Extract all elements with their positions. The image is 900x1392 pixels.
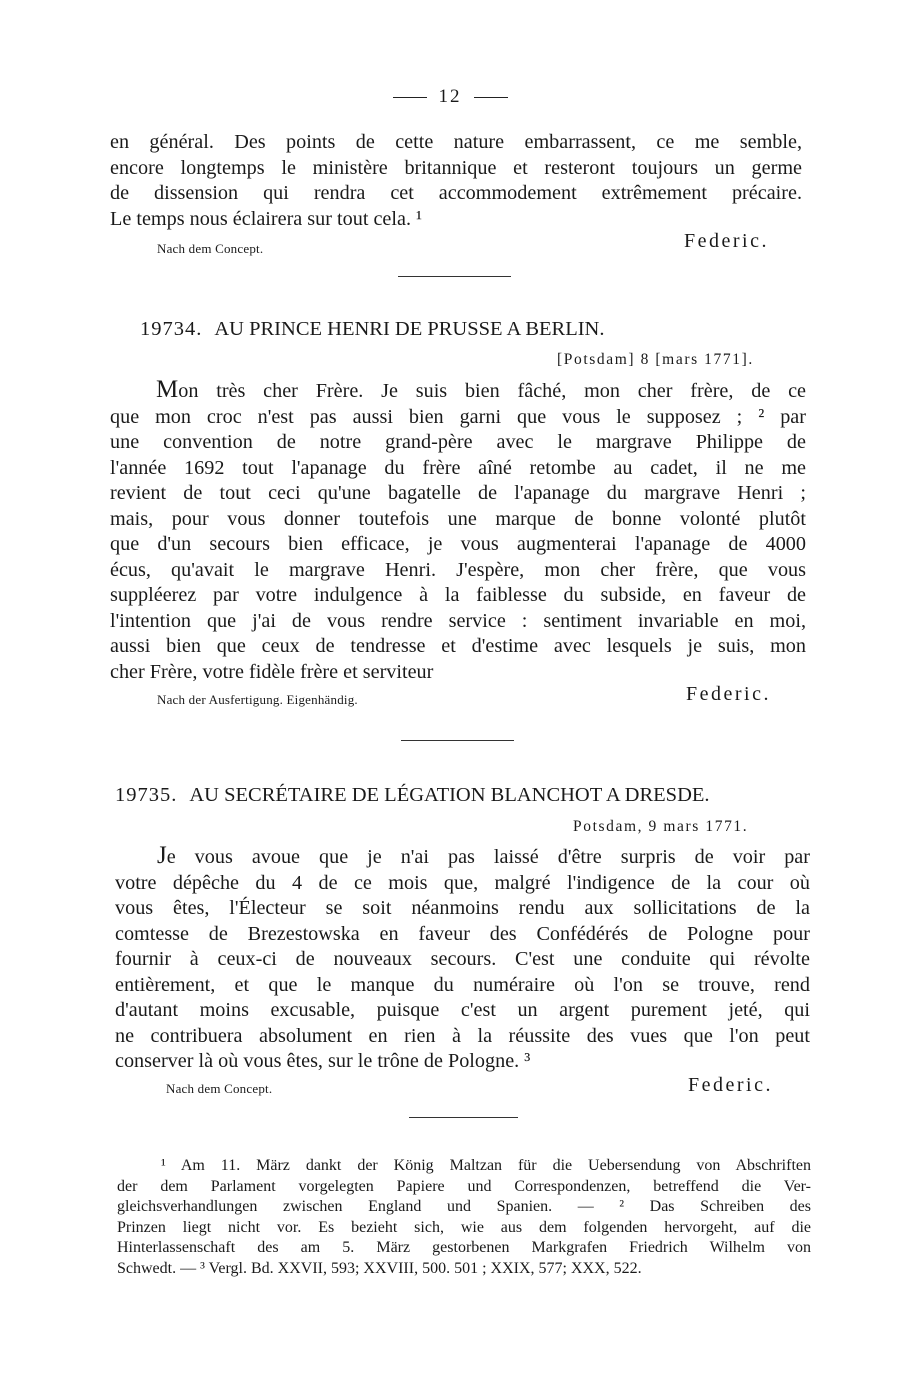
letter-signature: Federic.: [686, 683, 771, 705]
page-number: [0, 86, 900, 108]
page-number-dash-right: [474, 97, 508, 98]
section-divider: [401, 740, 514, 741]
letter-line: comtesse de Brezestowska en faveur des Confédérés de Pologne pour: [115, 922, 810, 945]
page-number-dash-left: [393, 97, 427, 98]
letter-line: aussi bien que ceux de tendresse et d'estime avec lesquels je suis, mon: [110, 635, 806, 657]
section-divider: [398, 276, 511, 277]
letter-dateline: [Potsdam] 8 [mars 1771].: [557, 351, 754, 368]
letter-body: [110, 377, 806, 685]
letter-line: votre dépêche du 4 de ce mois que, malgré l'indigence de la cour où: [115, 871, 810, 894]
letter-line: vous êtes, l'Électeur se soit néanmoins rendu aux sollicitations de la: [115, 897, 810, 919]
continuation-line: en général. Des points de cette nature embarrassent, ce me semble,: [110, 131, 802, 153]
section-divider: [409, 1117, 518, 1118]
footnote-line: Hinterlassenschaft des am 5. März gestorbenen Markgrafen Friedrich Wilhelm von: [117, 1239, 811, 1256]
letter-heading: [140, 318, 605, 341]
letter-number: 19734.: [140, 318, 203, 340]
letter-line: ne contribuera absolument en rien à la réussite des vues que l'on peut: [115, 1024, 810, 1047]
letter-title: AU SECRÉTAIRE DE LÉGATION BLANCHOT A DRESDE.: [189, 784, 710, 806]
letter-line-text: e vous avoue que je n'ai pas laissé d'être surpris de voir par: [166, 846, 810, 868]
footnote-line: der dem Parlament vorgelegten Papiere und Correspondenzen, betreffend die Ver-: [117, 1177, 811, 1195]
footnote-line: ¹ Am 11. März dankt der König Maltzan für die Uebersendung von Abschriften: [161, 1157, 811, 1174]
letter-line: que mon croc n'est pas aussi bien garni que vous le supposez ; ² par: [110, 405, 806, 428]
continuation-source: Nach dem Concept.: [157, 241, 264, 256]
letter-source: Nach dem Concept.: [166, 1081, 273, 1096]
letter-number: 19735.: [115, 784, 178, 806]
footnote-line: Prinzen liegt nicht vor. Es bezieht sich, wie aus dem folgenden hervorgeht, auf die: [117, 1218, 811, 1236]
letter-line: suppléerez par votre indulgence à la faiblesse du subside, en faveur de: [110, 584, 806, 606]
continuation-signature: Federic.: [684, 230, 769, 252]
letter-line: [110, 377, 806, 405]
letter-line: entièrement, et que le manque du numéraire où l'on se trouve, rend: [115, 973, 810, 996]
page-number-text: 12: [438, 86, 462, 107]
letter-line: revient de tout ceci qu'une bagatelle de l'apanage du margrave Henri ;: [110, 482, 806, 504]
letter-initial: M: [156, 376, 179, 403]
letter-signature: Federic.: [688, 1074, 773, 1096]
letter-body: [115, 843, 810, 1075]
letter-line: mais, pour vous donner toutefois une marque de bonne volonté plutôt: [110, 507, 806, 530]
footnotes: [117, 1156, 811, 1279]
letter-line: cher Frère, votre fidèle frère et serviteur: [110, 660, 434, 683]
continuation-line: de dissension qui rendra cet accommodement extrêmement précaire.: [110, 182, 802, 204]
letter-line: l'intention que j'ai de vous rendre service : sentiment invariable en moi,: [110, 609, 806, 632]
footnote-line: Schwedt. — ³ Vergl. Bd. XXVII, 593; XXVIII, 500. 501 ; XXIX, 577; XXX, 522.: [117, 1259, 642, 1277]
letter-line: fournir à ceux-ci de nouveaux secours. C'est une conduite qui révolte: [115, 948, 810, 970]
letter-line: conserver là où vous êtes, sur le trône de Pologne. ³: [115, 1050, 531, 1072]
letter-line: l'année 1692 tout l'apanage du frère aîné retombe au cadet, il ne me: [110, 456, 806, 479]
letter-title: AU PRINCE HENRI DE PRUSSE A BERLIN.: [214, 318, 605, 340]
letter-heading: [115, 784, 710, 807]
letter-line: d'autant moins excusable, puisque c'est un argent purement jeté, qui: [115, 999, 810, 1021]
letter-dateline: Potsdam, 9 mars 1771.: [573, 818, 749, 835]
letter-line: une convention de notre grand-père avec le margrave Philippe de: [110, 431, 806, 453]
footnote-line: gleichsverhandlungen zwischen England und Spanien. — ² Das Schreiben des: [117, 1198, 811, 1215]
letter-line: écus, qu'avait le margrave Henri. J'espère, mon cher frère, que vous: [110, 558, 806, 581]
letter-line-text: on très cher Frère. Je suis bien fâché, mon cher frère, de ce: [178, 380, 806, 402]
letter-line: [115, 843, 810, 871]
letter-initial: J: [157, 842, 167, 869]
continuation-line: encore longtemps le ministère britannique et resteront toujours un germe: [110, 156, 802, 179]
continuation-paragraph: [110, 130, 802, 232]
letter-line: que d'un secours bien efficace, je vous augmenterai l'apanage de 4000: [110, 533, 806, 555]
letter-source: Nach der Ausfertigung. Eigenhändig.: [157, 692, 358, 707]
continuation-line: Le temps nous éclairera sur tout cela. ¹: [110, 207, 423, 230]
